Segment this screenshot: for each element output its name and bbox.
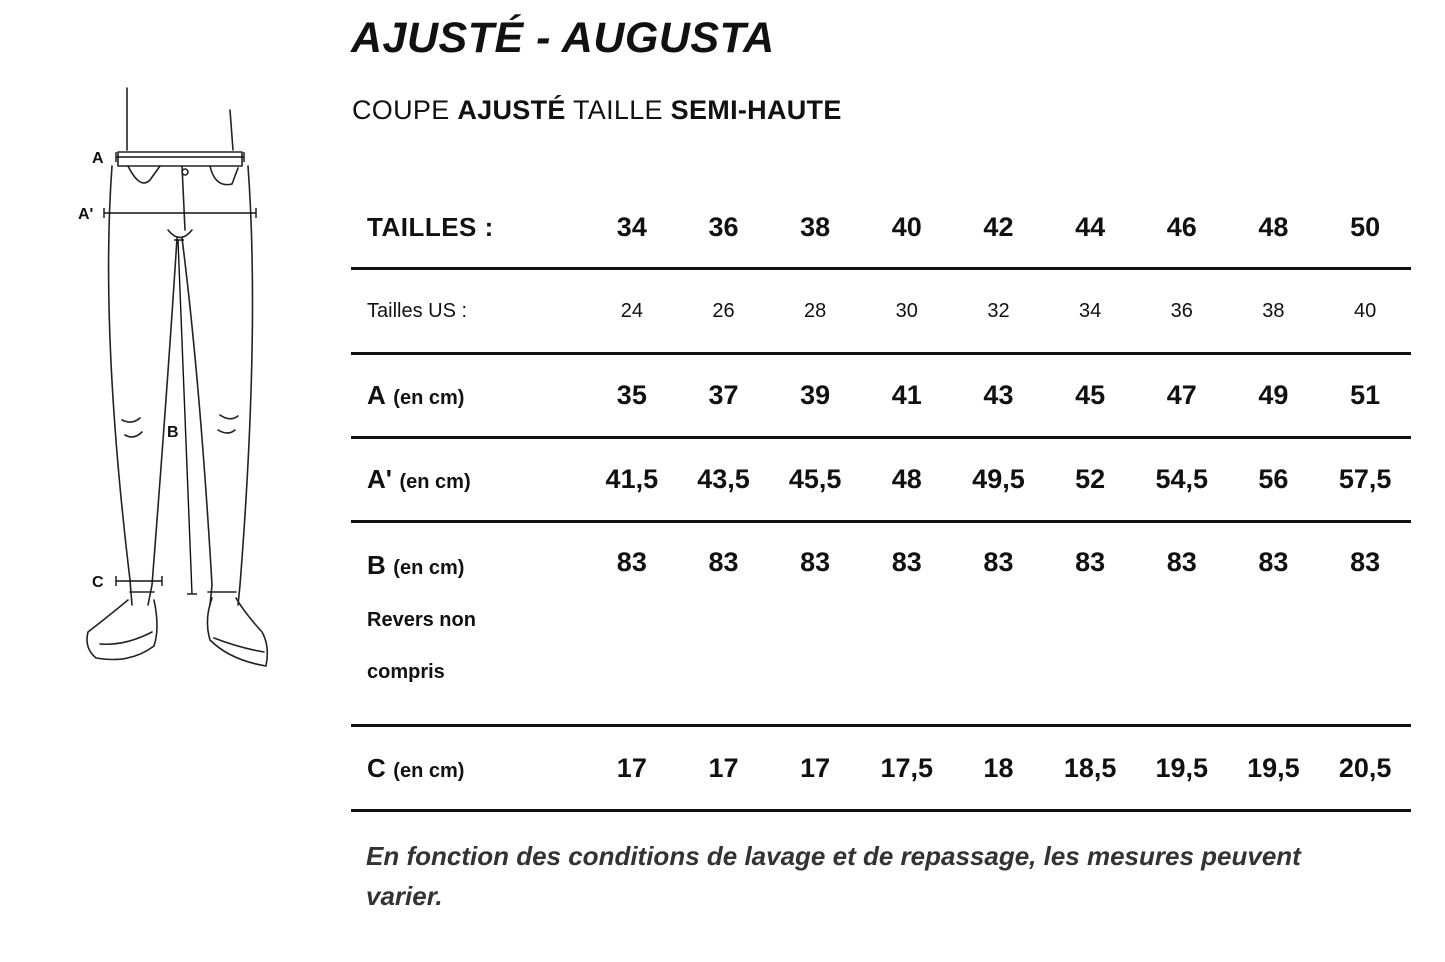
value-cell: 56: [1228, 438, 1320, 522]
us-size-cell: 30: [861, 269, 953, 354]
value-cell: 19,5: [1136, 726, 1228, 811]
size-cell: 50: [1319, 188, 1411, 269]
hem-c-label: [351, 726, 586, 811]
diagram-label-a-prime: A': [78, 206, 94, 223]
value-cell: 17,5: [861, 726, 953, 811]
row-letter: A: [367, 380, 386, 410]
size-cell: 42: [953, 188, 1045, 269]
diagram-label-a: A: [92, 150, 104, 167]
row-letter: B: [367, 550, 386, 580]
subtitle-rise: SEMI-HAUTE: [670, 95, 842, 125]
value-cell: 45,5: [769, 438, 861, 522]
page-title: AJUSTÉ - AUGUSTA: [351, 14, 775, 62]
unit-label: (en cm): [393, 557, 465, 579]
size-cell: 36: [678, 188, 770, 269]
jeans-line-illustration: [70, 80, 280, 680]
size-cell: 34: [586, 188, 678, 269]
diagram-label-b: B: [167, 424, 179, 441]
value-cell: 20,5: [1319, 726, 1411, 811]
inseam-b-row: [351, 522, 1411, 726]
us-size-cell: 36: [1136, 269, 1228, 354]
value-cell: 83: [678, 522, 770, 726]
waist-a-row: [351, 354, 1411, 438]
value-cell: 37: [678, 354, 770, 438]
us-size-cell: 40: [1319, 269, 1411, 354]
value-cell: 43,5: [678, 438, 770, 522]
us-size-cell: 32: [953, 269, 1045, 354]
hip-a-prime-label: [351, 438, 586, 522]
value-cell: 41: [861, 354, 953, 438]
value-cell: 18,5: [1044, 726, 1136, 811]
value-cell: 83: [861, 522, 953, 726]
size-cell: 40: [861, 188, 953, 269]
value-cell: 57,5: [1319, 438, 1411, 522]
size-cell: 38: [769, 188, 861, 269]
subtitle-cut: AJUSTÉ: [457, 95, 566, 125]
subtitle-taille: TAILLE: [573, 95, 663, 125]
value-cell: 39: [769, 354, 861, 438]
value-cell: 17: [769, 726, 861, 811]
value-cell: 51: [1319, 354, 1411, 438]
value-cell: 83: [586, 522, 678, 726]
value-cell: 47: [1136, 354, 1228, 438]
b-note-line-2: compris: [367, 661, 445, 683]
size-cell: 46: [1136, 188, 1228, 269]
value-cell: 83: [1228, 522, 1320, 726]
value-cell: 48: [861, 438, 953, 522]
size-cell: 48: [1228, 188, 1320, 269]
row-letter: A': [367, 464, 392, 494]
jeans-measurement-diagram: [70, 80, 280, 680]
waist-a-label: [351, 354, 586, 438]
us-sizes-row: [351, 269, 1411, 354]
value-cell: 17: [586, 726, 678, 811]
washing-disclaimer: En fonction des conditions de lavage et de repassage, les mesures peuvent varier.: [366, 841, 1301, 911]
hem-c-row: [351, 726, 1411, 811]
value-cell: 83: [769, 522, 861, 726]
subtitle: [352, 95, 842, 126]
us-size-cell: 38: [1228, 269, 1320, 354]
size-cell: 44: [1044, 188, 1136, 269]
size-chart-table: [351, 188, 1411, 812]
value-cell: 19,5: [1228, 726, 1320, 811]
value-cell: 49: [1228, 354, 1320, 438]
unit-label: (en cm): [399, 471, 471, 493]
value-cell: 43: [953, 354, 1045, 438]
value-cell: 18: [953, 726, 1045, 811]
value-cell: 83: [1319, 522, 1411, 726]
value-cell: 45: [1044, 354, 1136, 438]
value-cell: 41,5: [586, 438, 678, 522]
value-cell: 17: [678, 726, 770, 811]
diagram-label-c: C: [92, 574, 104, 591]
value-cell: 49,5: [953, 438, 1045, 522]
inseam-b-label: [351, 522, 586, 726]
value-cell: 83: [1136, 522, 1228, 726]
us-sizes-label: Tailles US :: [351, 269, 586, 354]
value-cell: 83: [953, 522, 1045, 726]
sizes-label: TAILLES :: [351, 188, 586, 269]
sizes-row: [351, 188, 1411, 269]
us-size-cell: 34: [1044, 269, 1136, 354]
us-size-cell: 26: [678, 269, 770, 354]
unit-label: (en cm): [393, 759, 465, 782]
value-cell: 83: [1044, 522, 1136, 726]
subtitle-coupe: COUPE: [352, 95, 450, 125]
b-note-line-1: Revers non: [367, 609, 476, 631]
unit-label: (en cm): [393, 387, 465, 409]
us-size-cell: 28: [769, 269, 861, 354]
value-cell: 35: [586, 354, 678, 438]
value-cell: 52: [1044, 438, 1136, 522]
us-size-cell: 24: [586, 269, 678, 354]
hip-a-prime-row: [351, 438, 1411, 522]
row-letter: C: [367, 752, 386, 783]
value-cell: 54,5: [1136, 438, 1228, 522]
